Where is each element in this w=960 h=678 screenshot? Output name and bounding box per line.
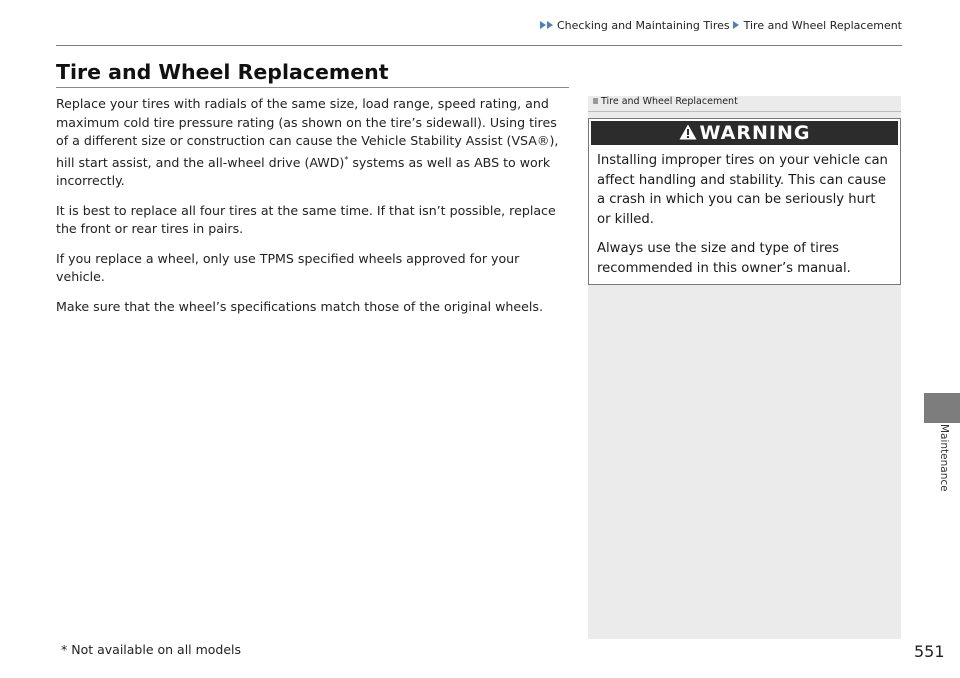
breadcrumb-item-2[interactable]: Tire and Wheel Replacement [743, 19, 902, 32]
warning-label: WARNING [699, 122, 811, 144]
body-paragraph-2: It is best to replace all four tires at the same time. If that isn’t possible, replace the front or rear tires in pairs. [56, 202, 556, 237]
breadcrumb-arrow-icon [540, 21, 546, 29]
body-paragraph-1-text: Replace your tires with radials of the same size, load range, speed rating, and maximum cold tire pressure rating (as shown on the tire’s sidewall). Using tires of a different size or construction can cause the Vehicle Stability Assist (VSA®), hill start assist, and the all-wheel drive (AWD) [56, 96, 559, 170]
body-paragraph-1-text-end: systems as well as ABS to work incorrectly. [56, 154, 551, 189]
sidebar-panel [588, 96, 901, 639]
breadcrumb-arrow-icon [733, 21, 739, 29]
warning-box [588, 118, 901, 285]
breadcrumb-arrow-icon [547, 21, 553, 29]
body-paragraph-3: If you replace a wheel, only use TPMS specified wheels approved for your vehicle. [56, 250, 520, 285]
body-paragraph-4: Make sure that the wheel’s specifications match those of the original wheels. [56, 298, 543, 314]
body-paragraph-1 [56, 95, 568, 191]
section-tab-marker[interactable] [924, 393, 960, 423]
not-available-mark: * [344, 154, 349, 164]
breadcrumb-item-1[interactable]: Checking and Maintaining Tires [557, 19, 730, 32]
page-number: 551 [914, 642, 945, 661]
sidebar-header [593, 96, 738, 107]
sidebar-header-label: Tire and Wheel Replacement [601, 96, 738, 107]
sidebar-divider [588, 111, 901, 112]
footnote: * Not available on all models [61, 642, 242, 657]
warning-banner [591, 121, 898, 145]
warning-text [589, 145, 900, 278]
warning-paragraph-1: Installing improper tires on your vehicle can affect handling and stability. This can cause a crash in which you can be seriously hurt or killed. [597, 153, 888, 227]
page-title: Tire and Wheel Replacement [56, 60, 389, 84]
section-tab-label: Maintenance [938, 424, 950, 492]
header-divider [56, 45, 902, 46]
warning-triangle-icon [679, 124, 697, 140]
body-text [56, 95, 568, 327]
reference-box-icon [593, 98, 598, 104]
warning-paragraph-2: Always use the size and type of tires recommended in this owner’s manual. [597, 241, 851, 276]
title-divider [56, 87, 569, 88]
breadcrumb [540, 19, 903, 32]
